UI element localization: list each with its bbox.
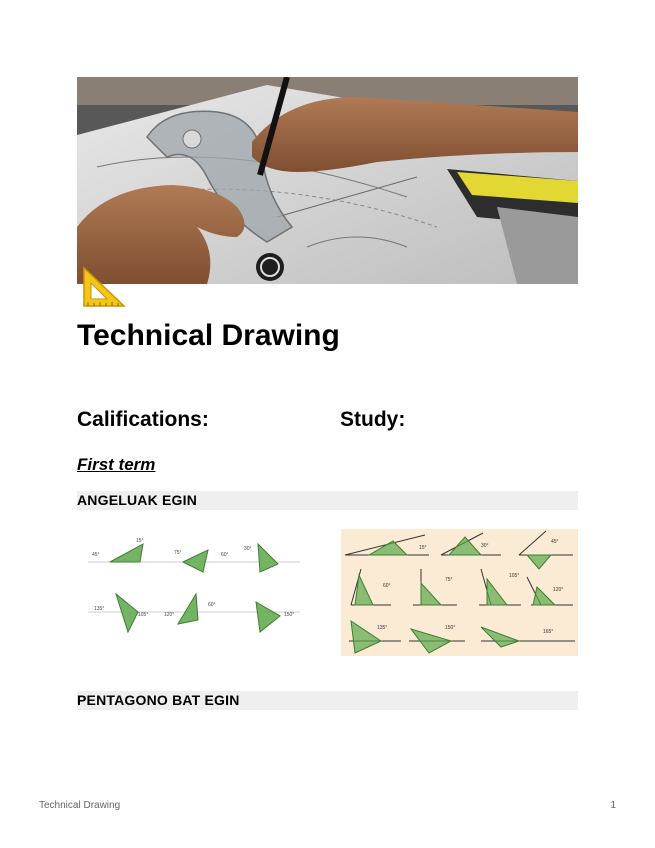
- study-heading: Study:: [340, 408, 406, 431]
- term-heading: First term: [77, 455, 156, 474]
- angle-label: 135°: [94, 606, 105, 612]
- angle-label: 75°: [174, 550, 182, 556]
- angle-label: 60°: [221, 552, 229, 558]
- angle-label: 45°: [551, 539, 559, 545]
- section-heading-angles: ANGELUAK EGIN: [77, 491, 578, 510]
- angle-label: 15°: [136, 538, 144, 544]
- angle-label: 30°: [481, 543, 489, 549]
- set-square-ruler-icon: [82, 266, 126, 308]
- angle-label: 105°: [138, 612, 149, 618]
- angle-setsquare-figure-right: [341, 529, 578, 656]
- angle-label: 150°: [445, 625, 456, 631]
- angle-label: 135°: [377, 625, 388, 631]
- angle-label: 15°: [419, 545, 427, 551]
- angle-label: 165°: [543, 629, 554, 635]
- angle-label: 105°: [509, 573, 520, 579]
- angle-setsquare-figure-left: [88, 532, 300, 642]
- footer-document-title: Technical Drawing: [39, 800, 121, 811]
- angle-label: 150°: [284, 612, 295, 618]
- angle-label: 60°: [208, 602, 216, 608]
- angle-label: 120°: [164, 612, 175, 618]
- angle-label: 75°: [445, 577, 453, 583]
- section-heading-pentagon: PENTAGONO BAT EGIN: [77, 691, 578, 710]
- angle-label: 60°: [383, 583, 391, 589]
- drafting-photo: [77, 77, 578, 284]
- page-title: Technical Drawing: [77, 319, 340, 352]
- angle-label: 30°: [244, 546, 252, 552]
- angle-label: 45°: [92, 552, 100, 558]
- angle-label: 120°: [553, 587, 564, 593]
- califications-heading: Califications:: [77, 408, 209, 431]
- footer-page-number: 1: [610, 800, 616, 811]
- hero-drafting-image: [77, 77, 578, 284]
